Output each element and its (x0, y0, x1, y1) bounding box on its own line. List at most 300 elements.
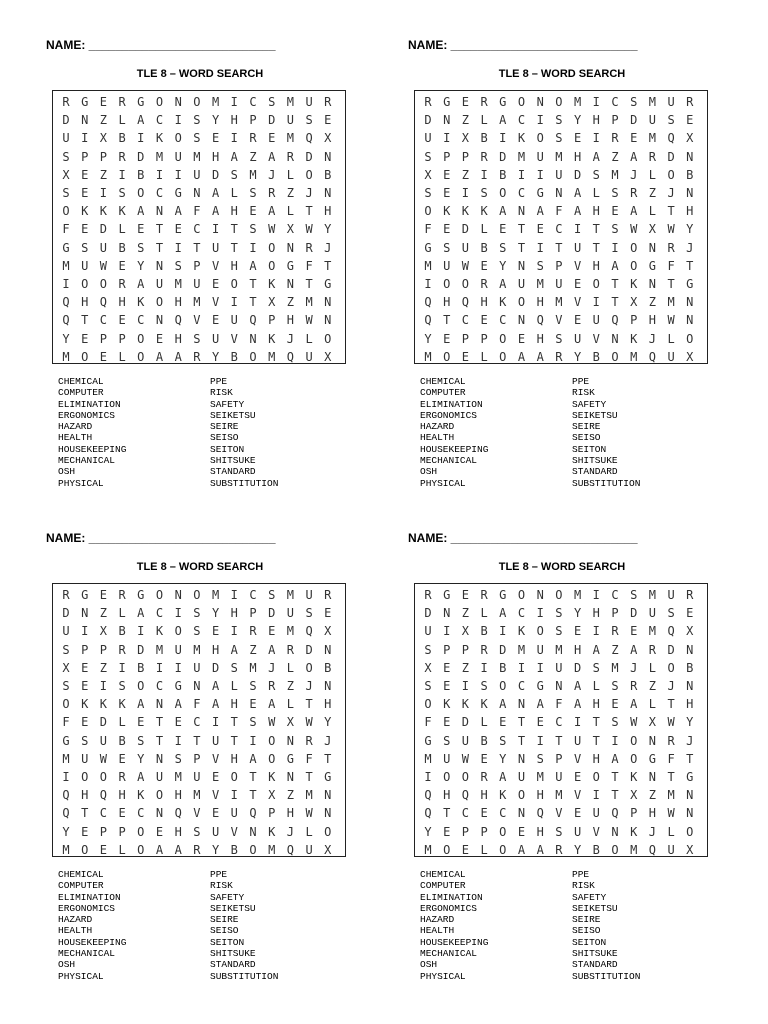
grid-cell[interactable]: K (137, 788, 145, 803)
grid-cell[interactable]: C (193, 715, 201, 730)
grid-cell[interactable]: U (193, 167, 201, 182)
grid-cell[interactable]: U (573, 331, 582, 346)
grid-cell[interactable]: H (211, 149, 220, 164)
grid-cell[interactable]: A (536, 349, 544, 364)
grid-cell[interactable]: P (268, 806, 276, 821)
grid-cell[interactable]: Q (62, 295, 70, 310)
grid-cell[interactable]: X (630, 295, 638, 310)
grid-cell[interactable]: W (99, 258, 107, 273)
grid-cell[interactable]: M (424, 842, 432, 857)
grid-cell[interactable]: S (443, 733, 451, 748)
grid-cell[interactable]: Q (536, 806, 544, 821)
grid-cell[interactable]: L (286, 697, 294, 712)
grid-cell[interactable]: O (137, 679, 145, 693)
grid-cell[interactable]: X (99, 131, 107, 146)
grid-cell[interactable]: D (99, 222, 107, 237)
grid-cell[interactable]: E (630, 624, 638, 639)
grid-cell[interactable]: I (230, 788, 238, 803)
grid-cell[interactable]: S (81, 240, 89, 255)
grid-cell[interactable]: A (499, 606, 507, 621)
grid-cell[interactable]: X (424, 167, 432, 182)
grid-cell[interactable]: C (99, 313, 107, 328)
grid-cell[interactable]: V (211, 788, 220, 803)
grid-cell[interactable]: W (667, 313, 675, 328)
grid-cell[interactable]: H (81, 295, 89, 310)
grid-cell[interactable]: Q (611, 313, 619, 328)
grid-cell[interactable]: G (324, 770, 332, 784)
grid-cell[interactable]: Y (573, 349, 582, 364)
grid-cell[interactable]: Q (174, 806, 182, 821)
grid-cell[interactable]: U (573, 733, 582, 748)
grid-cell[interactable]: J (268, 167, 276, 182)
grid-cell[interactable]: M (286, 95, 294, 109)
grid-cell[interactable]: Z (99, 606, 107, 621)
grid-cell[interactable]: W (667, 806, 675, 821)
grid-cell[interactable]: S (555, 131, 563, 146)
grid-cell[interactable]: L (480, 842, 488, 857)
grid-cell[interactable]: I (62, 770, 70, 784)
grid-cell[interactable]: U (81, 258, 89, 273)
grid-cell[interactable]: C (517, 606, 526, 621)
grid-cell[interactable]: Q (99, 295, 107, 310)
grid-cell[interactable]: R (324, 588, 332, 602)
grid-cell[interactable]: M (174, 277, 182, 291)
grid-cell[interactable]: U (648, 113, 656, 128)
grid-cell[interactable]: O (517, 788, 526, 803)
grid-cell[interactable]: X (424, 660, 432, 675)
grid-cell[interactable]: E (517, 824, 526, 839)
grid-cell[interactable]: A (573, 679, 582, 693)
grid-cell[interactable]: N (155, 697, 164, 712)
grid-cell[interactable]: U (155, 277, 164, 291)
grid-cell[interactable]: M (648, 95, 656, 109)
grid-cell[interactable]: H (592, 751, 600, 766)
grid-cell[interactable]: C (517, 113, 526, 128)
grid-cell[interactable]: N (286, 770, 294, 784)
grid-cell[interactable]: U (99, 733, 107, 748)
grid-cell[interactable]: A (536, 842, 544, 857)
grid-cell[interactable]: E (443, 167, 451, 182)
grid-cell[interactable]: D (573, 660, 582, 675)
grid-cell[interactable]: O (230, 770, 238, 784)
grid-cell[interactable]: H (230, 258, 238, 273)
grid-cell[interactable]: R (630, 679, 638, 693)
grid-cell[interactable]: Y (211, 606, 220, 621)
grid-cell[interactable]: G (324, 277, 332, 291)
grid-cell[interactable]: G (424, 240, 432, 255)
grid-cell[interactable]: T (686, 751, 694, 766)
grid-cell[interactable]: A (592, 149, 600, 164)
grid-cell[interactable]: B (118, 733, 126, 748)
grid-cell[interactable]: B (592, 842, 600, 857)
grid-cell[interactable]: R (648, 642, 656, 657)
grid-cell[interactable]: E (443, 331, 451, 346)
grid-cell[interactable]: R (62, 588, 70, 602)
grid-cell[interactable]: K (517, 624, 526, 639)
grid-cell[interactable]: Z (286, 186, 294, 200)
grid-cell[interactable]: P (81, 149, 89, 164)
grid-cell[interactable]: O (81, 349, 89, 364)
grid-cell[interactable]: I (592, 588, 600, 602)
grid-cell[interactable]: I (249, 240, 257, 255)
grid-cell[interactable]: S (193, 624, 201, 639)
grid-cell[interactable]: A (137, 770, 145, 784)
grid-cell[interactable]: Q (424, 313, 432, 328)
grid-cell[interactable]: H (573, 149, 582, 164)
grid-cell[interactable]: Y (424, 331, 432, 346)
grid-cell[interactable]: N (686, 313, 694, 328)
grid-cell[interactable]: Z (648, 186, 656, 200)
grid-cell[interactable]: O (592, 770, 600, 784)
grid-cell[interactable]: M (648, 131, 656, 146)
grid-cell[interactable]: T (555, 240, 563, 255)
grid-cell[interactable]: Z (286, 679, 294, 693)
grid-cell[interactable]: E (573, 277, 582, 291)
grid-cell[interactable]: R (424, 588, 432, 602)
grid-cell[interactable]: K (118, 697, 126, 712)
grid-cell[interactable]: D (62, 606, 70, 621)
grid-cell[interactable]: L (286, 204, 294, 219)
grid-cell[interactable]: H (592, 258, 600, 273)
grid-cell[interactable]: B (592, 349, 600, 364)
grid-cell[interactable]: V (211, 258, 220, 273)
grid-cell[interactable]: D (461, 222, 469, 237)
grid-cell[interactable]: E (324, 606, 332, 621)
grid-cell[interactable]: R (249, 131, 257, 146)
grid-cell[interactable]: U (305, 588, 313, 602)
grid-cell[interactable]: H (536, 331, 544, 346)
grid-cell[interactable]: C (555, 222, 563, 237)
grid-cell[interactable]: H (286, 806, 294, 821)
grid-cell[interactable]: E (573, 624, 582, 639)
grid-cell[interactable]: P (555, 258, 563, 273)
grid-cell[interactable]: Q (648, 349, 656, 364)
grid-cell[interactable]: U (286, 606, 294, 621)
grid-cell[interactable]: H (480, 295, 488, 310)
grid-cell[interactable]: B (324, 660, 332, 675)
grid-cell[interactable]: S (536, 258, 544, 273)
grid-cell[interactable]: U (443, 258, 451, 273)
grid-cell[interactable]: U (573, 824, 582, 839)
grid-cell[interactable]: A (573, 697, 582, 712)
grid-cell[interactable]: H (648, 806, 656, 821)
grid-cell[interactable]: H (480, 788, 488, 803)
grid-cell[interactable]: V (573, 788, 582, 803)
grid-cell[interactable]: M (193, 642, 201, 657)
grid-cell[interactable]: Q (461, 788, 469, 803)
grid-cell[interactable]: V (230, 331, 238, 346)
grid-cell[interactable]: U (155, 770, 164, 784)
grid-cell[interactable]: P (99, 149, 107, 164)
grid-cell[interactable]: K (443, 204, 451, 219)
grid-cell[interactable]: O (324, 331, 332, 346)
grid-cell[interactable]: O (155, 295, 164, 310)
grid-cell[interactable]: I (155, 660, 164, 675)
grid-cell[interactable]: R (480, 95, 488, 109)
grid-cell[interactable]: E (573, 313, 582, 328)
grid-cell[interactable]: K (137, 295, 145, 310)
grid-cell[interactable]: D (211, 660, 220, 675)
grid-cell[interactable]: I (118, 660, 126, 675)
grid-cell[interactable]: Y (499, 258, 507, 273)
grid-cell[interactable]: K (155, 131, 164, 146)
grid-cell[interactable]: Z (286, 295, 294, 310)
grid-cell[interactable]: L (480, 349, 488, 364)
grid-cell[interactable]: F (667, 258, 675, 273)
grid-cell[interactable]: E (499, 715, 507, 730)
grid-cell[interactable]: A (499, 113, 507, 128)
grid-cell[interactable]: S (611, 186, 619, 200)
grid-cell[interactable]: U (667, 349, 675, 364)
grid-cell[interactable]: X (648, 222, 656, 237)
grid-cell[interactable]: M (62, 349, 70, 364)
grid-cell[interactable]: S (230, 167, 238, 182)
grid-cell[interactable]: R (667, 240, 675, 255)
grid-cell[interactable]: M (667, 295, 675, 310)
grid-cell[interactable]: D (630, 606, 638, 621)
grid-cell[interactable]: O (611, 349, 619, 364)
grid-cell[interactable]: N (324, 149, 332, 164)
grid-cell[interactable]: A (211, 697, 220, 712)
grid-cell[interactable]: I (81, 624, 89, 639)
grid-cell[interactable]: G (137, 95, 145, 109)
grid-cell[interactable]: A (630, 149, 638, 164)
grid-cell[interactable]: E (174, 715, 182, 730)
grid-cell[interactable]: O (499, 331, 507, 346)
grid-cell[interactable]: Y (62, 824, 70, 839)
grid-cell[interactable]: R (305, 240, 313, 255)
grid-cell[interactable]: W (630, 715, 638, 730)
grid-cell[interactable]: R (611, 624, 619, 639)
grid-cell[interactable]: Y (62, 331, 70, 346)
grid-cell[interactable]: S (193, 824, 201, 839)
grid-cell[interactable]: U (517, 770, 526, 784)
grid-cell[interactable]: X (686, 624, 694, 639)
grid-cell[interactable]: O (424, 697, 432, 712)
grid-cell[interactable]: N (324, 295, 332, 310)
grid-cell[interactable]: M (211, 588, 220, 602)
grid-cell[interactable]: S (249, 222, 257, 237)
grid-cell[interactable]: Q (305, 131, 313, 146)
grid-cell[interactable]: T (305, 204, 313, 219)
grid-cell[interactable]: A (155, 842, 164, 857)
grid-cell[interactable]: I (155, 167, 164, 182)
grid-cell[interactable]: N (155, 258, 164, 273)
grid-cell[interactable]: N (686, 149, 694, 164)
grid-cell[interactable]: Q (667, 131, 675, 146)
grid-cell[interactable]: R (305, 733, 313, 748)
grid-cell[interactable]: N (324, 186, 332, 200)
grid-cell[interactable]: Q (174, 313, 182, 328)
grid-cell[interactable]: K (81, 204, 89, 219)
grid-cell[interactable]: E (480, 806, 488, 821)
grid-cell[interactable]: K (268, 824, 276, 839)
grid-cell[interactable]: E (461, 588, 469, 602)
grid-cell[interactable]: G (499, 95, 507, 109)
grid-cell[interactable]: E (81, 824, 89, 839)
grid-cell[interactable]: S (555, 113, 563, 128)
grid-cell[interactable]: E (211, 806, 220, 821)
grid-cell[interactable]: G (536, 186, 544, 200)
grid-cell[interactable]: T (249, 788, 257, 803)
grid-cell[interactable]: L (480, 606, 488, 621)
grid-cell[interactable]: E (118, 313, 126, 328)
grid-cell[interactable]: P (630, 806, 638, 821)
grid-cell[interactable]: U (99, 240, 107, 255)
grid-cell[interactable]: X (324, 349, 332, 364)
grid-cell[interactable]: H (592, 606, 600, 621)
grid-cell[interactable]: A (268, 642, 276, 657)
grid-cell[interactable]: Y (211, 113, 220, 128)
grid-cell[interactable]: I (499, 624, 507, 639)
grid-cell[interactable]: N (155, 313, 164, 328)
grid-cell[interactable]: O (667, 167, 675, 182)
grid-cell[interactable]: Q (62, 313, 70, 328)
grid-cell[interactable]: O (555, 95, 563, 109)
grid-cell[interactable]: R (118, 149, 126, 164)
grid-cell[interactable]: S (667, 606, 675, 621)
grid-cell[interactable]: H (174, 331, 182, 346)
grid-cell[interactable]: A (499, 277, 507, 291)
grid-cell[interactable]: E (99, 842, 107, 857)
grid-cell[interactable]: D (667, 642, 675, 657)
grid-cell[interactable]: E (499, 222, 507, 237)
grid-cell[interactable]: O (137, 842, 145, 857)
grid-cell[interactable]: K (630, 824, 638, 839)
grid-cell[interactable]: T (81, 313, 89, 328)
grid-cell[interactable]: A (611, 258, 619, 273)
grid-cell[interactable]: R (480, 770, 488, 784)
grid-cell[interactable]: U (555, 770, 563, 784)
grid-cell[interactable]: Q (249, 806, 257, 821)
grid-cell[interactable]: W (305, 313, 313, 328)
grid-cell[interactable]: I (536, 606, 544, 621)
grid-cell[interactable]: O (686, 824, 694, 839)
grid-cell[interactable]: U (517, 277, 526, 291)
grid-cell[interactable]: D (211, 167, 220, 182)
grid-cell[interactable]: H (648, 313, 656, 328)
grid-cell[interactable]: M (536, 770, 544, 784)
grid-cell[interactable]: E (155, 331, 164, 346)
grid-cell[interactable]: I (211, 715, 220, 730)
grid-cell[interactable]: N (517, 806, 526, 821)
grid-cell[interactable]: P (461, 824, 469, 839)
grid-cell[interactable]: O (99, 770, 107, 784)
grid-cell[interactable]: H (536, 824, 544, 839)
grid-cell[interactable]: N (555, 679, 563, 693)
grid-cell[interactable]: O (62, 697, 70, 712)
grid-cell[interactable]: O (630, 240, 638, 255)
grid-cell[interactable]: S (305, 606, 313, 621)
grid-cell[interactable]: T (230, 222, 238, 237)
grid-cell[interactable]: X (686, 131, 694, 146)
grid-cell[interactable]: R (555, 349, 563, 364)
grid-cell[interactable]: R (249, 624, 257, 639)
grid-cell[interactable]: Z (648, 679, 656, 693)
grid-cell[interactable]: J (268, 660, 276, 675)
grid-cell[interactable]: L (118, 349, 126, 364)
grid-cell[interactable]: E (461, 95, 469, 109)
grid-cell[interactable]: U (667, 842, 675, 857)
grid-cell[interactable]: I (174, 660, 182, 675)
grid-cell[interactable]: I (443, 131, 451, 146)
grid-cell[interactable]: A (230, 149, 238, 164)
grid-cell[interactable]: L (118, 113, 126, 128)
grid-cell[interactable]: O (137, 331, 145, 346)
grid-cell[interactable]: P (461, 331, 469, 346)
grid-cell[interactable]: D (499, 642, 507, 657)
grid-cell[interactable]: W (268, 222, 276, 237)
grid-cell[interactable]: O (137, 186, 145, 200)
grid-cell[interactable]: J (686, 733, 694, 748)
grid-cell[interactable]: P (461, 149, 469, 164)
grid-cell[interactable]: E (461, 842, 469, 857)
grid-cell[interactable]: O (499, 842, 507, 857)
grid-cell[interactable]: O (193, 588, 201, 602)
grid-cell[interactable]: O (499, 349, 507, 364)
grid-cell[interactable]: T (81, 806, 89, 821)
grid-cell[interactable]: Q (424, 806, 432, 821)
grid-cell[interactable]: E (118, 806, 126, 821)
grid-cell[interactable]: D (573, 167, 582, 182)
grid-cell[interactable]: I (536, 240, 544, 255)
grid-cell[interactable]: O (443, 842, 451, 857)
grid-cell[interactable]: J (286, 331, 294, 346)
grid-cell[interactable]: W (305, 715, 313, 730)
grid-cell[interactable]: O (268, 751, 276, 766)
grid-cell[interactable]: H (230, 751, 238, 766)
grid-cell[interactable]: I (174, 167, 182, 182)
grid-cell[interactable]: G (137, 588, 145, 602)
grid-cell[interactable]: U (536, 642, 544, 657)
grid-cell[interactable]: T (249, 295, 257, 310)
grid-cell[interactable]: G (443, 588, 451, 602)
grid-cell[interactable]: M (517, 642, 526, 657)
grid-cell[interactable]: O (499, 679, 507, 693)
grid-cell[interactable]: N (155, 204, 164, 219)
grid-cell[interactable]: N (536, 588, 544, 602)
grid-cell[interactable]: O (81, 842, 89, 857)
grid-cell[interactable]: P (461, 642, 469, 657)
grid-cell[interactable]: S (62, 149, 70, 164)
grid-cell[interactable]: C (499, 806, 507, 821)
grid-cell[interactable]: P (480, 824, 488, 839)
grid-cell[interactable]: M (424, 751, 432, 766)
grid-cell[interactable]: N (174, 588, 182, 602)
grid-cell[interactable]: U (286, 113, 294, 128)
grid-cell[interactable]: I (592, 295, 600, 310)
grid-cell[interactable]: S (268, 588, 276, 602)
grid-cell[interactable]: B (480, 624, 488, 639)
grid-cell[interactable]: V (573, 295, 582, 310)
grid-cell[interactable]: L (648, 167, 656, 182)
grid-cell[interactable]: P (443, 149, 451, 164)
grid-cell[interactable]: N (686, 186, 694, 200)
grid-cell[interactable]: Y (573, 113, 582, 128)
grid-cell[interactable]: O (555, 588, 563, 602)
grid-cell[interactable]: M (193, 788, 201, 803)
grid-cell[interactable]: C (461, 806, 469, 821)
grid-cell[interactable]: M (286, 588, 294, 602)
grid-cell[interactable]: E (81, 186, 89, 200)
grid-cell[interactable]: E (249, 697, 257, 712)
grid-cell[interactable]: W (461, 751, 469, 766)
grid-cell[interactable]: U (555, 660, 563, 675)
grid-cell[interactable]: N (648, 770, 656, 784)
grid-cell[interactable]: N (648, 277, 656, 291)
grid-cell[interactable]: R (118, 95, 126, 109)
grid-cell[interactable]: P (81, 642, 89, 657)
